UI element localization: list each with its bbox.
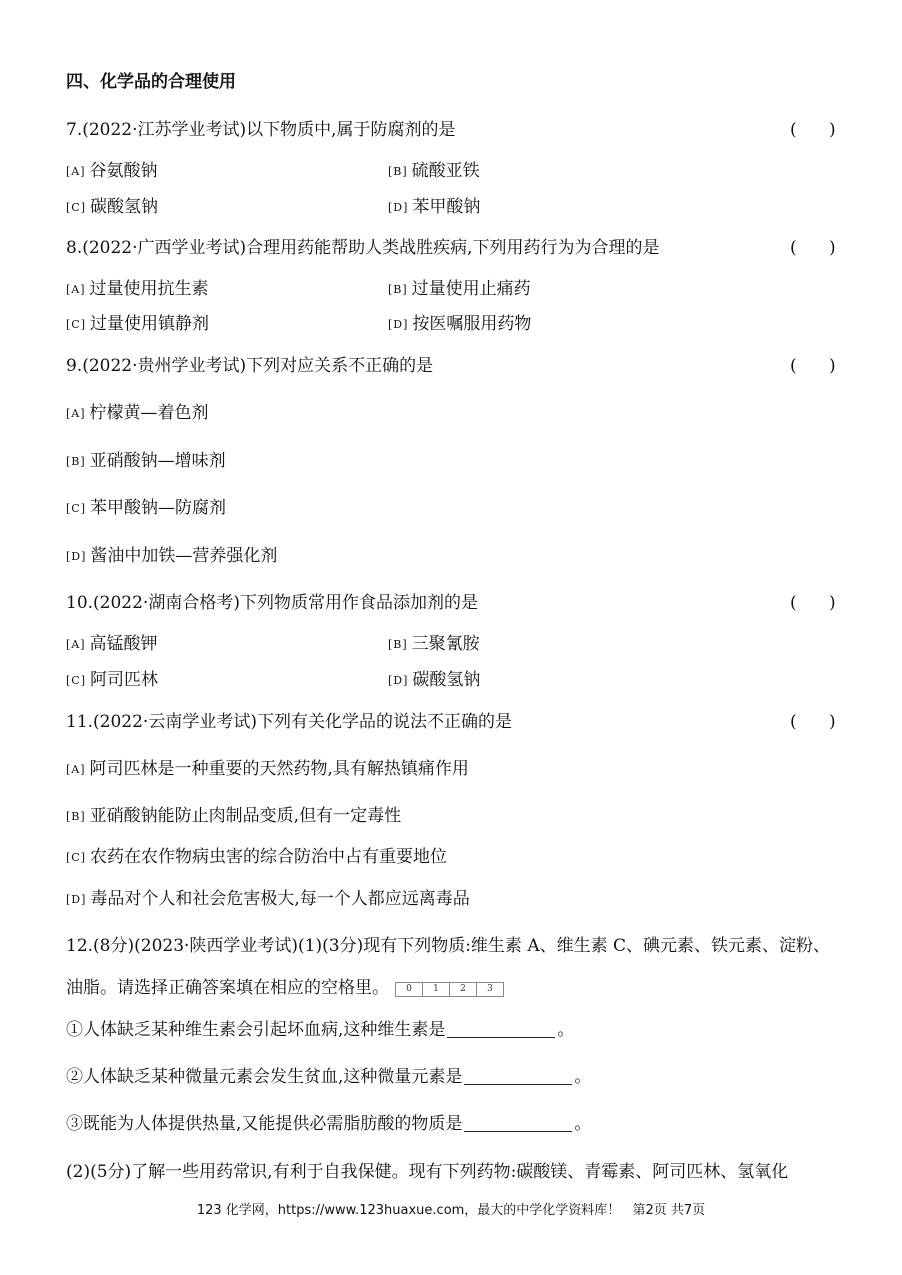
q8-answer-paren[interactable]: ( ) bbox=[790, 238, 836, 258]
q7-option-c[interactable]: [C] 碳酸氢钠 bbox=[66, 197, 158, 217]
q9-stem: 9.(2022·贵州学业考试)下列对应关系不正确的是 bbox=[66, 356, 434, 376]
q7-option-b[interactable]: [B] 硫酸亚铁 bbox=[388, 161, 480, 181]
q9-option-c[interactable]: [C] 苯甲酸钠—防腐剂 bbox=[66, 498, 226, 518]
q9-option-b[interactable]: [B] 亚硝酸钠—增味剂 bbox=[66, 451, 226, 471]
q8-option-d[interactable]: [D] 按医嘱服用药物 bbox=[388, 314, 532, 334]
q10-option-d[interactable]: [D] 碳酸氢钠 bbox=[388, 670, 481, 690]
score-cell-3[interactable]: 3 bbox=[487, 984, 493, 994]
q10-option-c[interactable]: [C] 阿司匹林 bbox=[66, 670, 158, 690]
footer-page-number: 第2页 共7页 bbox=[632, 1203, 706, 1218]
q9-option-d[interactable]: [D] 酱油中加铁—营养强化剂 bbox=[66, 546, 278, 566]
q7-stem: 7.(2022·江苏学业考试)以下物质中,属于防腐剂的是 bbox=[66, 120, 456, 140]
q11-answer-paren[interactable]: ( ) bbox=[790, 712, 836, 732]
q12-stem-line1: 12.(8分)(2023·陕西学业考试)(1)(3分)现有下列物质:维生素 A、维生素 C、碘元素、铁元素、淀粉、 bbox=[66, 936, 831, 956]
q12-sub2-blank[interactable] bbox=[464, 1068, 572, 1085]
q10-stem: 10.(2022·湖南合格考)下列物质常用作食品添加剂的是 bbox=[66, 593, 478, 613]
q9-option-a[interactable]: [A] 柠檬黄—着色剂 bbox=[66, 403, 209, 423]
q10-option-a[interactable]: [A] 高锰酸钾 bbox=[66, 634, 158, 654]
q7-answer-paren[interactable]: ( ) bbox=[790, 120, 836, 140]
q8-option-b[interactable]: [B] 过量使用止痛药 bbox=[388, 279, 531, 299]
score-cell-1[interactable]: 1 bbox=[423, 983, 450, 996]
q11-option-b[interactable]: [B] 亚硝酸钠能防止肉制品变质,但有一定毒性 bbox=[66, 806, 402, 826]
q8-option-c[interactable]: [C] 过量使用镇静剂 bbox=[66, 314, 209, 334]
q11-option-d[interactable]: [D] 毒品对个人和社会危害极大,每一个人都应远离毒品 bbox=[66, 889, 470, 909]
q7-option-a[interactable]: [A] 谷氨酸钠 bbox=[66, 161, 158, 181]
q12-part2: (2)(5分)了解一些用药常识,有利于自我保健。现有下列药物:碳酸镁、青霉素、阿司匹林、氢氧化 bbox=[66, 1162, 789, 1182]
q7-option-d[interactable]: [D] 苯甲酸钠 bbox=[388, 197, 481, 217]
q12-sub1: ①人体缺乏某种维生素会引起坏血病,这种维生素是 。 bbox=[66, 1020, 575, 1040]
score-cell-2[interactable]: 2 bbox=[450, 983, 477, 996]
q12-stem-line2 bbox=[66, 977, 504, 999]
q9-answer-paren[interactable]: ( ) bbox=[790, 356, 836, 376]
q11-stem: 11.(2022·云南学业考试)下列有关化学品的说法不正确的是 bbox=[66, 712, 512, 732]
q12-line2-text: 油脂。请选择正确答案填在相应的空格里。 bbox=[66, 978, 389, 998]
q12-sub3-blank[interactable] bbox=[464, 1115, 572, 1132]
score-cell-0[interactable]: 0 bbox=[396, 983, 423, 996]
score-box[interactable] bbox=[395, 982, 504, 997]
q10-option-b[interactable]: [B] 三聚氰胺 bbox=[388, 634, 480, 654]
q8-option-a[interactable]: [A] 过量使用抗生素 bbox=[66, 279, 209, 299]
q10-answer-paren[interactable]: ( ) bbox=[790, 593, 836, 613]
q12-sub2: ②人体缺乏某种微量元素会发生贫血,这种微量元素是 。 bbox=[66, 1067, 592, 1087]
q12-sub1-blank[interactable] bbox=[447, 1021, 555, 1038]
q8-stem: 8.(2022·广西学业考试)合理用药能帮助人类战胜疾病,下列用药行为为合理的是 bbox=[66, 238, 660, 258]
section-title: 四、化学品的合理使用 bbox=[66, 72, 236, 92]
q12-sub3: ③既能为人体提供热量,又能提供必需脂肪酸的物质是 。 bbox=[66, 1114, 592, 1134]
q11-option-c[interactable]: [C] 农药在农作物病虫害的综合防治中占有重要地位 bbox=[66, 847, 447, 867]
q11-option-a[interactable]: [A] 阿司匹林是一种重要的天然药物,具有解热镇痛作用 bbox=[66, 759, 469, 779]
page-footer bbox=[0, 1199, 902, 1218]
footer-site[interactable]: 123 化学网，https://www.123huaxue.com，最大的中学化学资料库！ bbox=[196, 1203, 621, 1218]
